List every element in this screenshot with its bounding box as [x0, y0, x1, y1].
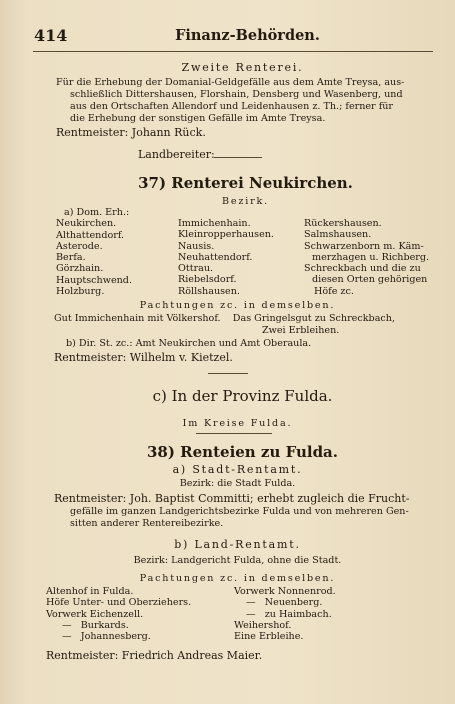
pacht-item: Vorwerk Eichenzell. — [46, 608, 144, 620]
bezirk-item: Holzburg. — [56, 286, 105, 298]
bezirk-item: diesen Orten gehörigen — [312, 274, 428, 286]
pacht-line-1: Gut Immichenhain mit Völkershof. Das Gringelsgut zu Schreckbach, — [54, 313, 396, 324]
bezirk-item: Görzhain. — [56, 263, 104, 275]
bezirk-label: Bezirk. — [222, 196, 269, 207]
bezirk-item: Hauptschwend. — [56, 274, 132, 286]
bezirk-item: Berfa. — [56, 252, 86, 264]
bezirk-column-2 — [178, 218, 274, 297]
bezirk-column-3 — [304, 218, 429, 297]
pacht-item: — zu Haimbach. — [246, 608, 332, 620]
bezirk-item: Neuhattendorf. — [178, 251, 253, 263]
kreis-label: Im Kreise Fulda. — [182, 418, 293, 429]
stadt-line-2: gefälle im ganzen Landgerichtsbezirke Fulda und von mehreren Gen- — [70, 506, 409, 517]
pacht-item: — Burkards. — [62, 619, 129, 631]
pacht-left-column — [46, 586, 191, 642]
zweite-line-4: die Erhebung der sonstigen Gefälle im Amte Treysa. — [70, 113, 326, 124]
bezirk-item: Riebelsdorf. — [178, 274, 237, 286]
bezirk-item: Neukirchen. — [56, 218, 117, 230]
stadt-line-3: sitten anderer Rentereibezirke. — [70, 518, 224, 529]
heading-renteien-fulda: 38) Renteien zu Fulda. — [146, 443, 338, 461]
zweite-line-3: aus den Ortschaften Allendorf und Leidenhausen z. Th.; ferner für — [70, 101, 394, 112]
bezirk-item: a) Dom. Erh.: — [64, 207, 130, 218]
pacht-item: Vorwerk Nonnenrod. — [234, 586, 336, 597]
bezirk-item: merzhagen u. Richberg. — [312, 251, 430, 263]
pacht-right-column — [234, 586, 336, 642]
bezirk-item: Immichenhain. — [178, 218, 251, 229]
bezirk-item: Salmshausen. — [304, 229, 372, 241]
section-rule — [208, 373, 248, 374]
land-bezirk: Bezirk: Landgericht Fulda, ohne die Stadt. — [133, 555, 342, 566]
bezirk-item: Ottrau. — [178, 263, 214, 275]
zweite-line-1: Für die Erhebung der Domanial-Geldgefälle aus dem Amte Treysa, aus- — [56, 77, 405, 88]
land-rentamt-title: b) Land-Rentamt. — [174, 538, 301, 551]
bezirk-item: Höfe zc. — [314, 285, 354, 297]
dir-line: b) Dir. St. zc.: Amt Neukirchen und Amt Oberaula. — [66, 338, 312, 349]
heading-neukirchen: 37) Renterei Neukirchen. — [138, 174, 353, 192]
land-pachtungen-label: Pachtungen zc. in demselben. — [139, 573, 336, 584]
kreis-rule — [196, 433, 272, 434]
page-number: 414 — [34, 26, 68, 45]
pacht-item: — Johannesberg. — [62, 631, 151, 643]
pachtungen-label: Pachtungen zc. in demselben. — [139, 300, 336, 311]
bezirk-item: Asterode. — [56, 240, 103, 252]
heading-provinz-fulda: c) In der Provinz Fulda. — [152, 387, 333, 405]
pacht-item: Weihershof. — [234, 619, 292, 631]
stadt-rentamt-title: a) Stadt-Rentamt. — [172, 463, 303, 476]
landbereiter-blank — [214, 157, 262, 158]
pacht-line-2: Zwei Erbleihen. — [262, 325, 340, 336]
zweite-landbereiter: Landbereiter: — [138, 148, 215, 161]
section-title-zweite: Zweite Renterei. — [181, 61, 304, 74]
running-title: Finanz-Behörden. — [175, 27, 320, 44]
zweite-line-2: schließlich Dittershausen, Florshain, Densberg und Wasenberg, und — [70, 89, 403, 100]
stadt-line-1: Rentmeister: Joh. Baptist Committi; erhebt zugleich die Frucht- — [54, 492, 410, 505]
zweite-rentmeister: Rentmeister: Johann Rück. — [56, 126, 206, 139]
pacht-item: Höfe Unter- und Oberziehers. — [46, 597, 192, 609]
bezirk-column-1 — [56, 207, 132, 297]
bezirk-item: Althattendorf. — [56, 229, 125, 241]
pacht-item: Altenhof in Fulda. — [46, 586, 134, 597]
bezirk-item: Schreckbach und die zu — [304, 263, 421, 275]
bezirk-item: Kleinropperhausen. — [178, 229, 274, 241]
pacht-item: Eine Erbleihe. — [234, 631, 304, 643]
header-rule — [33, 51, 433, 52]
bezirk-item: Schwarzenborn m. Käm- — [304, 240, 424, 252]
bezirk-item: Röllshausen. — [178, 285, 240, 297]
neukirchen-rentmeister: Rentmeister: Wilhelm v. Kietzel. — [54, 351, 233, 364]
pacht-item: — Neuenberg. — [246, 597, 323, 609]
fulda-rentmeister: Rentmeister: Friedrich Andreas Maier. — [46, 649, 263, 662]
bezirk-item: Nausis. — [178, 240, 215, 252]
stadt-bezirk: Bezirk: die Stadt Fulda. — [179, 478, 296, 489]
bezirk-item: Rückershausen. — [304, 218, 382, 229]
